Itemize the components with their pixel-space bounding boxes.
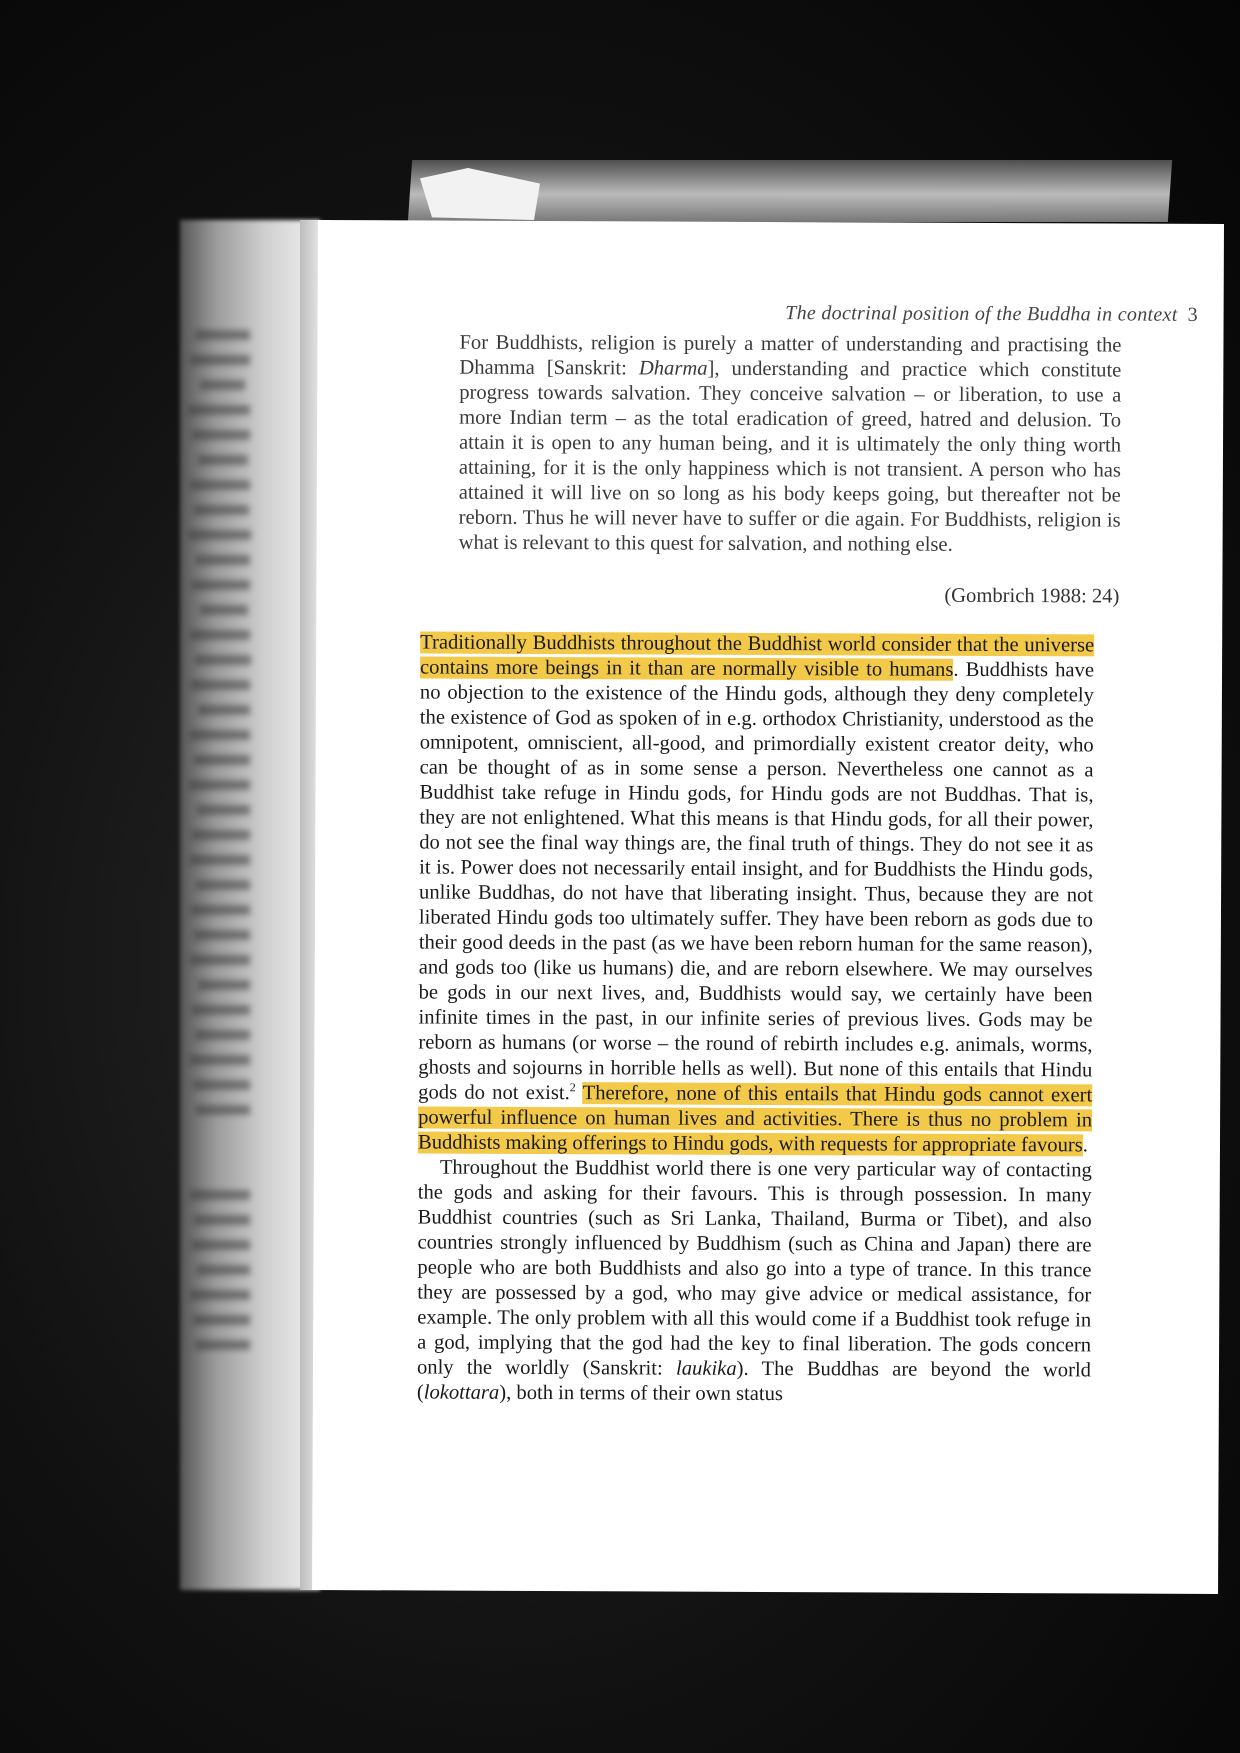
paragraph-2-text: Throughout the Buddhist world there is one very particular way of contacting the gods and asking for their favours. This is through possession. In many Buddhist countries (such as Sri Lanka, Thailand, Burma or Tibet), and also countries strongly influenced by Buddhism (such as China and Japan) there are people who are both Buddhists and also go into a type of trance. In this trance they are possessed by a god, who may give advice or medical assistance, for example. The only problem with all this would come if a Buddhist took refuge in a god, implying that the god had the key to final liberation. The gods concern only the worldly (Sanskrit: [416,1156,1092,1380]
quote-term-dharma: Dharma [638,357,708,380]
paragraph-1 [418,630,1094,1158]
body-text [417,630,1094,1408]
paragraph-1-period: . [953,658,959,681]
quote-citation: (Gombrich 1988: 24) [944,584,1120,608]
paragraph-2-mid: ). The Buddhas are beyond the world ( [416,1357,1092,1404]
page-number: 3 [1187,303,1198,326]
paragraph-2 [417,1155,1092,1408]
block-quote [459,331,1122,559]
highlighted-passage-2: Therefore, none of this entails that Hindu gods cannot exert powerful influence on human lives and activities. There is thus no problem in Buddhists making offerings to Hindu gods, with requests for appropriate favours [417,1082,1093,1157]
term-laukika: laukika [675,1357,737,1380]
left-page-blurred [180,220,320,1590]
running-head: The doctrinal position of the Buddha in context [785,302,1178,326]
paragraph-1-text: Buddhists have no objection to the existence of the Hindu gods, although they deny completely the existence of God as spoken of in e.g. orthodox Christianity, understood as the omnipotent, omniscient, all-good, and primordially existent creator deity, who can be thought of as in some sense a person. Nevertheless one cannot as a Buddhist take refuge in Hindu gods, for Hindu gods are not Buddhas. That is, they are not enlightened. What this means is that Hindu gods, for all their power, do not see the final way things are, the final truth of things. They do not see it as it is. Power does not necessarily entail insight, and for Buddhists the Hindu gods, unlike Buddhas, do not have that liberating insight. Thus, because they are not liberated Hindu gods too ultimately suffer. They have been reborn as gods due to their good deeds in the past (as we have been reborn human for the same reason), and gods too (like us humans) die, and are reborn elsewhere. We may ourselves be gods in our next lives, and, Buddhists would say, we certainly have been infinite times in the past, in our infinite series of previous lives. Gods may be reborn as humans (or worse – the round of rebirth includes e.g. animals, worms, ghosts and sojourns in horrible hells as well). But none of this entails that Hindu gods do not exist. [418,658,1095,1105]
footnote-marker: 2 [569,1080,576,1095]
paragraph-2-end: ), both in terms of their own status [499,1381,784,1406]
quote-text-start: For Buddhists, religion is purely a matter of understanding and practising the Dhamma [Sanskrit: [459,331,1122,380]
quote-text-rest: ], understanding and practice which constitute progress towards salvation. They conceive salvation – or liberation, to use a more Indian term – as the total eradication of greed, hatred and delusion. To attain it is open to any human being, and it is ultimately the only thing worth attaining, for it is the only happiness which is not transient. A person who has attained it will live on so long as his body keeps going, but thereafter not be reborn. Thus he will never have to suffer or die again. For Buddhists, religion is what is relevant to this quest for salvation, and nothing else. [458,357,1122,556]
term-lokottara: lokottara [423,1381,500,1404]
right-page [312,220,1224,1594]
paragraph-1-end: . [1082,1134,1088,1157]
highlighted-passage-1: Traditionally Buddhists throughout the Buddhist world consider that the universe contains more beings in it than are normally visible to humans [420,631,1095,681]
